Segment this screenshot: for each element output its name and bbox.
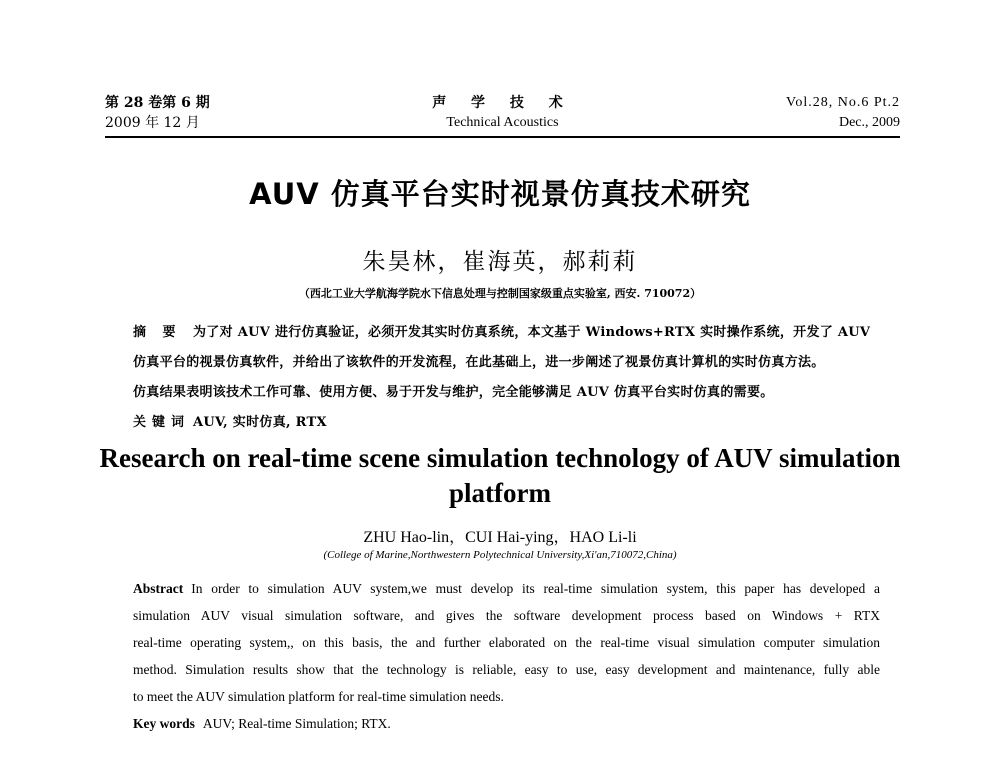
abstract-cn-line (133, 318, 893, 348)
journal-name-en: Technical Acoustics (446, 115, 559, 130)
keywords-en-line (133, 710, 880, 737)
title-cn: AUV 仿真平台实时视景仿真技术研究 (249, 177, 751, 211)
abstract-en-label: Abstract (133, 581, 184, 596)
keywords-cn-line (133, 408, 893, 438)
abstract-en-line: real-time operating system,, on this basis, the and further elaborated on the real-time visual simulation computer simulation (133, 635, 880, 650)
abstract-cn-text: 为了对 AUV 进行仿真验证，必须开发其实时仿真系统，本文基于 Windows+RTX 实时操作系统，开发了 AUV (193, 325, 871, 340)
authors-cn: 朱昊林，崔海英，郝莉莉 (362, 249, 638, 275)
abstract-en (133, 575, 880, 737)
journal-name-cn: 声 学 技 术 (432, 95, 573, 111)
affiliation-cn: （西北工业大学航海学院水下信息处理与控制国家级重点实验室, 西安. 710072） (298, 287, 702, 300)
header-center (105, 93, 900, 133)
keywords-en: AUV; Real-time Simulation; RTX. (202, 716, 391, 731)
abstract-cn (133, 318, 893, 438)
affiliation-en: (College of Marine,Northwestern Polytechnical University,Xi'an,710072,China) (323, 549, 677, 561)
abstract-cn-label: 摘 要 (133, 325, 182, 340)
abstract-cn-line: 仿真平台的视景仿真软件，并给出了该软件的开发流程，在此基础上，进一步阐述了视景仿真计算机的实时仿真方法。 (133, 355, 825, 370)
date-en: Dec., 2009 (838, 115, 900, 130)
keywords-cn-label: 关键词 (133, 415, 191, 430)
abstract-en-line: simulation AUV visual simulation software, and gives the software development process based on Windows + RTX (133, 608, 880, 623)
header-right (786, 93, 900, 133)
abstract-en-text: In order to simulation AUV system,we must develop its real-time simulation system, this paper has developed a (191, 581, 880, 596)
abstract-cn-line: 仿真结果表明该技术工作可靠、使用方便、易于开发与维护，完全能够满足 AUV 仿真平台实时仿真的需要。 (133, 385, 774, 400)
abstract-en-line (133, 575, 880, 602)
authors-en: ZHU Hao-lin，CUI Hai-ying，HAO Li-li (363, 529, 637, 546)
abstract-en-line: method. Simulation results show that the technology is reliable, easy to use, easy development and maintenance, fully able (133, 662, 880, 677)
keywords-en-label: Key words (133, 716, 195, 731)
keywords-cn: AUV, 实时仿真, RTX (193, 415, 327, 430)
issue-cn: 第 28 卷第 6 期 (105, 95, 210, 111)
title-en: Research on real-time scene simulation technology of AUV simulation platform (99, 443, 901, 508)
volume-en: Vol.28, No.6 Pt.2 (786, 95, 900, 110)
header-rule (105, 136, 900, 138)
date-cn: 2009 年 12 月 (105, 115, 200, 131)
journal-header (105, 93, 900, 135)
abstract-en-line: to meet the AUV simulation platform for real-time simulation needs. (133, 689, 504, 704)
